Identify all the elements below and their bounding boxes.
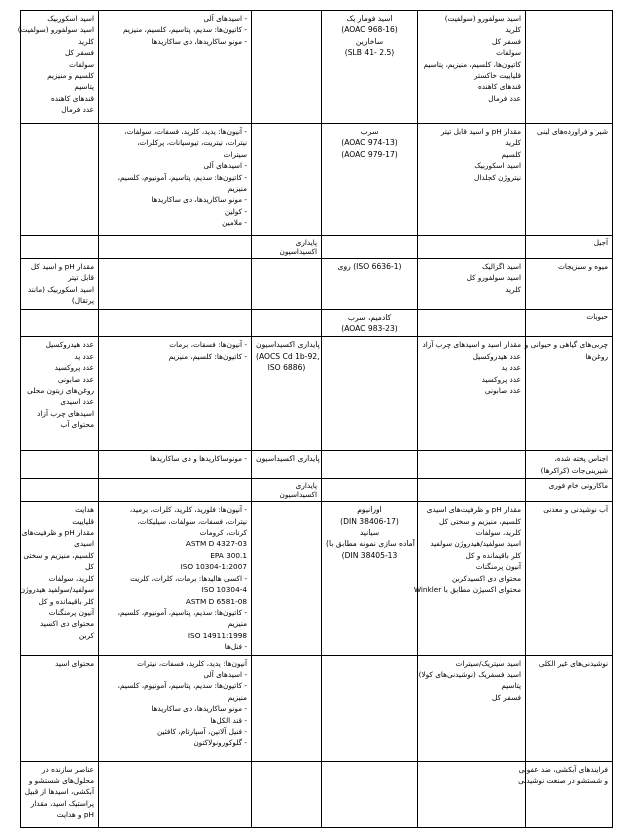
cell-line: قندهای کاهنده — [477, 82, 521, 92]
ion-chromatography-cell — [99, 761, 252, 827]
cell-line: آنیون پرمنگنات — [48, 607, 94, 617]
ion-chromatography-cell — [99, 337, 252, 451]
ion-chromatography-cell — [99, 259, 252, 310]
cell-text — [530, 453, 608, 476]
ion-chromatography-cell — [99, 236, 252, 259]
cell-line: - کولین — [224, 206, 247, 216]
standard-method-cell — [322, 236, 418, 259]
cell-line: سولفات — [496, 48, 521, 58]
standard-method-cell — [322, 124, 418, 236]
cell-line: روی (ISO 6636-1) — [337, 262, 402, 271]
cell-line: (AOAC 983-23) — [341, 324, 398, 334]
cell-line: اسید سولفورو (سولفیت) — [17, 25, 94, 35]
cell-line: کلرید، سولفات — [475, 528, 521, 538]
other-analysis-cell — [21, 124, 99, 236]
cell-text — [422, 339, 521, 396]
analyte-cell — [418, 309, 526, 337]
cell-line: سولفات — [69, 59, 94, 69]
cell-line: کلرید — [505, 25, 521, 35]
other-analysis-cell — [21, 236, 99, 259]
cell-line: مقدار pH و اسید کل — [30, 262, 94, 271]
cell-line: - مونو ساکاریدها، دی ساکاریدها — [151, 704, 247, 714]
analysis-table — [17, 10, 613, 828]
standard-method-cell — [322, 11, 418, 124]
cell-line: کلرید، سولفات — [48, 573, 94, 583]
cell-line: پتاسیم — [74, 82, 94, 92]
cell-text — [326, 261, 413, 272]
ion-chromatography-cell — [99, 655, 252, 761]
cell-line: محتوای آب — [60, 420, 94, 430]
analyte-cell — [418, 236, 526, 259]
cell-line: شیر و فراورده‌های لبنی — [537, 127, 608, 136]
cell-line: اسید فومار یک — [346, 14, 393, 23]
cell-line: - اسیدهای آلی — [203, 14, 247, 23]
cell-line: - مونو ساکاریدها، دی ساکاریدها — [151, 195, 247, 205]
cell-line: - آنیون‌ها: فلورید، کلرید، کلرات، برمید، — [129, 505, 247, 515]
cell-line: پایداری اکسیداسیون — [256, 340, 320, 350]
cell-line: ASTM D 4327-03 — [185, 539, 247, 549]
cell-text — [413, 504, 521, 595]
cell-line: عدد ید — [74, 351, 94, 361]
analyte-cell — [418, 337, 526, 451]
standard-method-cell — [322, 337, 418, 451]
ion-chromatography-cell — [99, 124, 252, 236]
cell-line: کلسیم و منیزیم — [47, 71, 94, 81]
cell-line: منیزیم — [227, 184, 247, 194]
analyte-cell — [418, 451, 526, 479]
cell-line: - ملامین — [222, 218, 247, 228]
cell-line: نوشیدنی‌های غیر الکلی — [538, 658, 608, 668]
reference-method-cell — [252, 479, 322, 502]
cell-line: قلیاییت خاکستر — [474, 71, 521, 81]
cell-line: - کاتیون‌ها: کلسیم، منیزیم — [168, 351, 247, 361]
cell-line: (آماده سازی نمونه مطابق با — [326, 539, 415, 549]
cell-line: ASTM D 6581-08 — [185, 596, 247, 606]
cell-line: روغن‌ها — [585, 351, 608, 361]
other-analysis-cell — [21, 337, 99, 451]
cell-line: کلرید — [505, 138, 521, 148]
product-cell — [526, 479, 613, 502]
cell-text — [103, 13, 247, 47]
cell-line: فسفر کل — [491, 692, 521, 702]
cell-line: عدد هیدروکسیل — [472, 351, 521, 361]
cell-text — [103, 126, 247, 229]
cell-line: - مونوساکاریدها و دی ساکاریدها — [150, 454, 247, 464]
cell-line: آنیون‌ها: یدید، کلرید، فسفات، نیترات — [137, 658, 247, 668]
table-row — [21, 11, 613, 124]
cell-line: پرتقال) — [71, 296, 94, 306]
cell-line: محتوای اکسیژن مطابق با Winkler — [413, 585, 521, 595]
standard-method-cell — [322, 479, 418, 502]
cell-text — [25, 261, 94, 307]
reference-method-cell — [252, 337, 322, 451]
cell-line: کرنات، کرومات — [199, 528, 247, 538]
cell-line: هدایت — [75, 505, 94, 515]
cell-text — [25, 764, 94, 821]
cell-text — [326, 504, 413, 561]
other-analysis-cell — [21, 761, 99, 827]
product-cell — [526, 309, 613, 337]
section-row — [21, 236, 613, 259]
other-analysis-cell — [21, 502, 99, 655]
ion-chromatography-cell — [99, 11, 252, 124]
cell-line: - کاتیون‌ها: سدیم، پتاسیم، کلسیم، منیزیم — [122, 25, 247, 35]
cell-line: اجناس پخته شده، — [554, 454, 608, 464]
cell-line: عدد صابونی — [57, 374, 94, 384]
section-title: حبوبات — [586, 311, 608, 321]
reference-method-cell — [252, 502, 322, 655]
cell-line: pH و هدایت — [56, 810, 94, 820]
cell-line: - فنل‌ها — [224, 642, 247, 652]
other-analysis-cell — [21, 479, 99, 502]
cell-line: (SLB 41- 2.5) — [344, 48, 395, 58]
cell-line: اسید سولفورو (سولفیت) — [444, 14, 521, 23]
cell-line: ISO 14911:1998 — [187, 630, 247, 640]
cell-line: کلرید — [78, 36, 94, 46]
cell-line: اسیدهای چرب آزاد — [37, 408, 94, 418]
reference-method-cell — [252, 655, 322, 761]
cell-text — [103, 504, 247, 652]
analyte-cell — [418, 11, 526, 124]
cell-line: کلسیم، منیزیم و سختی — [23, 550, 94, 560]
cell-line: پراستیک اسید، مقدار — [30, 798, 94, 808]
cell-line: - اسیدهای آلی — [203, 669, 247, 679]
cell-line: - اسیدهای آلی — [203, 161, 247, 171]
cell-line: اسید اسکوربیک — [474, 161, 521, 171]
standard-method-cell — [322, 259, 418, 310]
table-row — [21, 124, 613, 236]
cell-line: اسید اگزالیک — [481, 262, 521, 271]
cell-line: فسفر کل — [491, 36, 521, 46]
cell-line: (AOAC 974-13) — [341, 138, 398, 148]
cell-line: مقدار pH و ظرفیت‌های — [21, 528, 94, 538]
cell-text — [326, 13, 413, 59]
cell-line: - کاتیون‌ها: سدیم، پتاسیم، آمونیوم، کلسیم، — [117, 172, 247, 182]
other-analysis-cell — [21, 655, 99, 761]
cell-line: کلسیم، منیزیم و سختی کل — [439, 516, 521, 526]
ion-chromatography-cell — [99, 502, 252, 655]
cell-line: (DIN 38406-17) — [340, 516, 399, 526]
other-analysis-cell — [21, 259, 99, 310]
ion-chromatography-cell — [99, 451, 252, 479]
cell-line: میوه و سبزیجات — [557, 262, 608, 271]
cell-line: آنیون پرمنگنات — [475, 562, 521, 572]
cell-line: (AOAC 979-17) — [341, 149, 398, 159]
product-cell — [526, 502, 613, 655]
cell-line: - قند الکل‌ها — [210, 715, 247, 725]
cell-text — [418, 658, 521, 704]
standard-method-cell — [322, 655, 418, 761]
product-cell — [526, 451, 613, 479]
table-row — [21, 451, 613, 479]
cell-line: - مونو ساکاریدها، دی ساکاریدها — [151, 36, 247, 46]
cell-line: ISO 10304-4 — [201, 585, 247, 595]
cell-line: شیرینی‌جات (کراکرها) — [540, 465, 608, 475]
cell-line: کاتیون‌ها، کلسیم، منیزیم، پتاسیم — [423, 59, 521, 69]
standard-method-cell — [322, 309, 418, 337]
cell-line: (AOCS Cd 1b-92, — [256, 351, 320, 361]
product-cell — [526, 11, 613, 124]
cell-line: کل — [85, 562, 94, 572]
reference-method-cell — [252, 11, 322, 124]
reference-method-cell — [252, 124, 322, 236]
reference-method-cell — [252, 259, 322, 310]
cell-line: کلرید — [505, 284, 521, 294]
cell-text — [422, 126, 521, 183]
cell-line: عدد پروکسید — [481, 374, 521, 384]
cell-line: کلسیم — [501, 149, 521, 159]
cell-line: قندهای کاهنده — [50, 93, 94, 103]
cell-line: آب نوشیدنی و معدنی — [543, 505, 608, 515]
standard-method-cell — [322, 761, 418, 827]
cell-text — [17, 13, 94, 116]
cell-line: مقدار pH و ظرفیت‌های اسیدی — [426, 505, 521, 515]
cell-text — [25, 339, 94, 430]
cell-line: عدد ید — [501, 363, 521, 373]
cell-line: اسید اسکوربیک — [47, 14, 94, 23]
cell-line: محلول‌های شستشو و — [28, 775, 94, 785]
cell-text — [530, 261, 608, 272]
cell-text — [256, 339, 320, 373]
product-cell — [526, 337, 613, 451]
cell-line: نیترات، نیتریت، تیوسیانات، پرکلرات، — [137, 138, 247, 148]
cell-line: سیترات — [223, 149, 247, 159]
analyte-cell — [413, 502, 526, 655]
cell-line: - آنیون‌ها: یدید، کلرید، فسفات، سولفات، — [124, 127, 247, 136]
cell-line: محتوای دی اکسیدکربن — [451, 573, 521, 583]
cell-line: کربن — [78, 630, 94, 640]
cell-text — [422, 261, 521, 295]
cell-text — [103, 339, 247, 362]
analyte-cell — [418, 761, 526, 827]
cell-line: ISO 10304-1:2007 — [180, 562, 247, 572]
analyte-cell — [418, 479, 526, 502]
cell-line: پایداری اکسیداسیون — [256, 454, 320, 464]
cell-line: نیتروژن کجلدال — [474, 172, 521, 182]
other-analysis-cell — [17, 11, 99, 124]
cell-line: عدد فرمال — [61, 105, 94, 115]
cell-line: کلر باقیمانده و کل — [38, 596, 94, 606]
analyte-cell — [418, 259, 526, 310]
cell-line: محتوای اسید — [55, 658, 94, 668]
cell-line: مقدار اسید و اسیدهای چرب آزاد — [422, 340, 521, 350]
reference-method-cell — [252, 236, 322, 259]
table-row — [21, 655, 613, 761]
cell-line: اسید فسفریک (نوشیدنی‌های کولا) — [418, 669, 521, 679]
cell-line: - آنیون‌ها: فسفات، برمات — [169, 340, 247, 350]
cell-line: عدد اسیدی — [60, 397, 94, 407]
standard-method-cell — [322, 502, 418, 655]
cell-line: اسید سولفورو کل — [466, 273, 521, 283]
cell-line: EPA 300.1 — [210, 550, 247, 560]
cell-line: - اکسی هالیدها: برمات، کلرات، کلریت — [130, 573, 247, 583]
cell-text — [256, 453, 320, 464]
reference-method-cell — [252, 309, 322, 337]
cell-line: فرایندهای آبکشی، ضد عفونی — [518, 764, 608, 774]
section-title: ماکارونی خام فوری — [548, 481, 608, 491]
cell-text — [25, 658, 94, 669]
cell-text — [326, 126, 413, 160]
other-analysis-cell — [21, 451, 99, 479]
cell-line: چربی‌های گیاهی و حیوانی و — [524, 340, 608, 350]
analyte-cell — [418, 124, 526, 236]
section-method: پایداری اکسیداسیون — [279, 481, 317, 500]
cell-line: قابل تیتر — [67, 273, 94, 283]
cell-line: عدد پروکسید — [54, 363, 94, 373]
cell-text — [326, 312, 413, 335]
section-title: آجیل — [593, 238, 608, 247]
cell-text — [530, 658, 608, 669]
section-row — [21, 309, 613, 337]
cell-line: اسید اسکوربیک (مانند — [27, 284, 94, 294]
cell-line: محتوای دی اکسید — [40, 619, 94, 629]
product-cell — [526, 259, 613, 310]
cell-line: عناصر سازنده در — [42, 764, 94, 774]
reference-method-cell — [252, 761, 322, 827]
cell-text — [103, 453, 247, 464]
product-cell — [526, 124, 613, 236]
cell-line: - کاتیون‌ها: سدیم، پتاسیم، آمونیوم، کلسیم، — [117, 681, 247, 691]
cell-text — [530, 504, 608, 515]
cell-text — [422, 13, 521, 104]
cell-line: اورانیوم — [357, 505, 382, 515]
product-cell — [526, 236, 613, 259]
table-row — [21, 502, 613, 655]
other-analysis-cell — [21, 309, 99, 337]
ion-chromatography-cell — [99, 309, 252, 337]
cell-line: اسید سیتریک/سیترات — [455, 658, 521, 668]
cell-line: منیزیم — [227, 692, 247, 702]
cell-line: کادمیم، سرب — [347, 312, 392, 322]
cell-text — [103, 658, 247, 749]
cell-line: اسید سولفید/هیدروژن سولفید — [430, 539, 521, 549]
cell-line: کلر باقیمانده و کل — [465, 550, 521, 560]
reference-method-cell — [252, 451, 322, 479]
cell-line: روغن‌های زیتون محلی — [27, 386, 94, 396]
cell-line: (DIN 38405-13 — [341, 550, 398, 560]
cell-line: - فنیل آلانین، آسپارتام، کافئین — [156, 726, 247, 736]
cell-line: سولفید/سولفید هیدروژن — [19, 585, 94, 595]
section-row — [21, 479, 613, 502]
cell-line: آبکشی، اسیدها از قبیل — [24, 787, 94, 797]
analyte-cell — [418, 655, 526, 761]
product-cell — [518, 761, 613, 827]
cell-line: و شستشو در صنعت نوشیدنی — [518, 775, 608, 785]
table-row — [21, 337, 613, 451]
table-row — [21, 259, 613, 310]
cell-line: اسیدی — [74, 539, 94, 549]
cell-line: نیترات، فسفات، سولفات، سیلیکات، — [137, 516, 247, 526]
cell-text — [524, 339, 608, 362]
cell-text — [530, 126, 608, 137]
cell-text — [518, 764, 608, 787]
cell-line: پتاسیم — [501, 681, 521, 691]
cell-line: - کاتیون‌ها: سدیم، پتاسیم، آمونیوم، کلسیم، — [117, 607, 247, 617]
cell-line: عدد هیدروکسیل — [45, 340, 94, 350]
cell-line: قلیاییت — [72, 516, 94, 526]
cell-line: ساخارین — [355, 36, 384, 46]
cell-line: مقدار pH و اسید قابل تیتر — [440, 127, 521, 136]
cell-line: عدد فرمال — [488, 93, 521, 103]
product-cell — [526, 655, 613, 761]
cell-line: سرب — [360, 127, 379, 136]
cell-line: فسفر کل — [64, 48, 94, 58]
standard-method-cell — [322, 451, 418, 479]
cell-line: ISO 6886) — [267, 363, 306, 373]
cell-line: - گلوکورونولاکتون — [193, 738, 247, 748]
ion-chromatography-cell — [99, 479, 252, 502]
cell-line: سیانید — [359, 528, 380, 538]
cell-line: عدد صابونی — [484, 386, 521, 396]
cell-line: منیزیم — [227, 619, 247, 629]
cell-text — [19, 504, 94, 641]
section-method: پایداری اکسیداسیون — [279, 238, 317, 256]
table-row — [21, 761, 613, 827]
cell-line: (AOAC 968-16) — [341, 25, 398, 35]
